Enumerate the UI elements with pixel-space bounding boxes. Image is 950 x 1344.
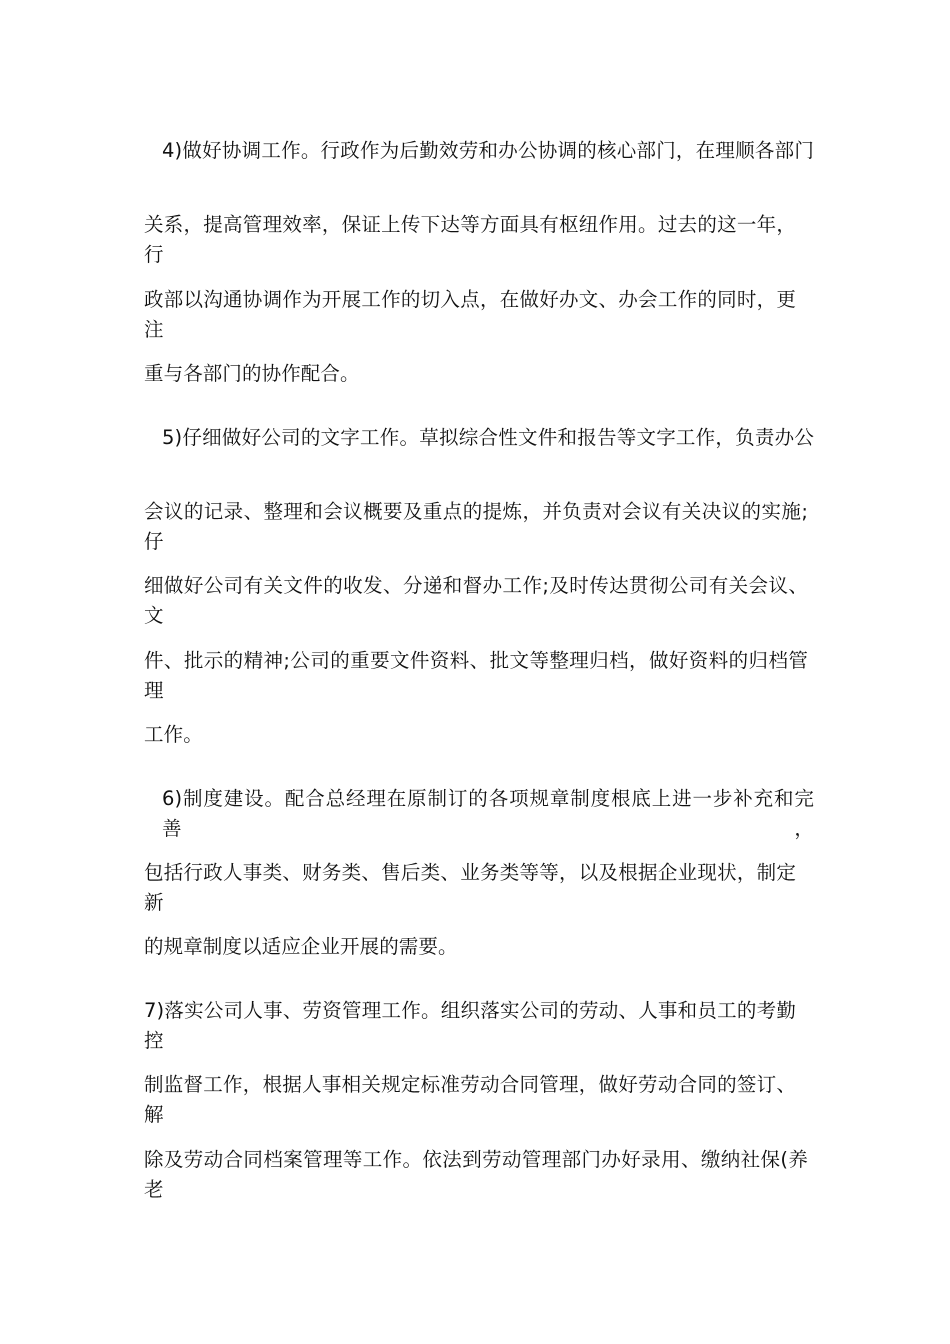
paragraph-6-line-1: 6)制度建设。配合总经理在原制订的各项规章制度根底上进一步补充和完善， (162, 787, 814, 840)
paragraph-6-line-2: 包括行政人事类、财务类、售后类、业务类等等，以及根据企业现状，制定新 (144, 861, 796, 914)
paragraph-4-line-2: 关系，提高管理效率，保证上传下达等方面具有枢纽作用。过去的这一年，行 (144, 213, 796, 266)
paragraph-5-line-4: 件、批示的精神;公司的重要文件资料、批文等整理归档，做好资料的归档管理 (144, 649, 808, 702)
paragraph-5-line-3: 细做好公司有关文件的收发、分递和督办工作;及时传达贯彻公司有关会议、文 (144, 574, 808, 627)
paragraph-6-line-3: 的规章制度以适应企业开展的需要。 (144, 935, 458, 958)
paragraph-4-line-3: 政部以沟通协调作为开展工作的切入点，在做好办文、办会工作的同时，更注 (144, 288, 796, 341)
paragraph-5-line-2: 会议的记录、整理和会议概要及重点的提炼，并负责对会议有关决议的实施;仔 (144, 500, 808, 553)
paragraph-7-line-2: 制监督工作，根据人事相关规定标准劳动合同管理，做好劳动合同的签订、解 (144, 1073, 796, 1126)
paragraph-5-line-1: 5)仔细做好公司的文字工作。草拟综合性文件和报告等文字工作，负责办公 (162, 426, 814, 449)
paragraph-5-line-5: 工作。 (144, 723, 203, 746)
paragraph-4-line-1: 4)做好协调工作。行政作为后勤效劳和办公协调的核心部门，在理顺各部门 (162, 139, 814, 162)
paragraph-7-line-3: 除及劳动合同档案管理等工作。依法到劳动管理部门办好录用、缴纳社保(养老 (144, 1148, 808, 1201)
paragraph-4-line-4: 重与各部门的协作配合。 (144, 362, 360, 385)
paragraph-7-line-1: 7)落实公司人事、劳资管理工作。组织落实公司的劳动、人事和员工的考勤控 (144, 999, 796, 1052)
